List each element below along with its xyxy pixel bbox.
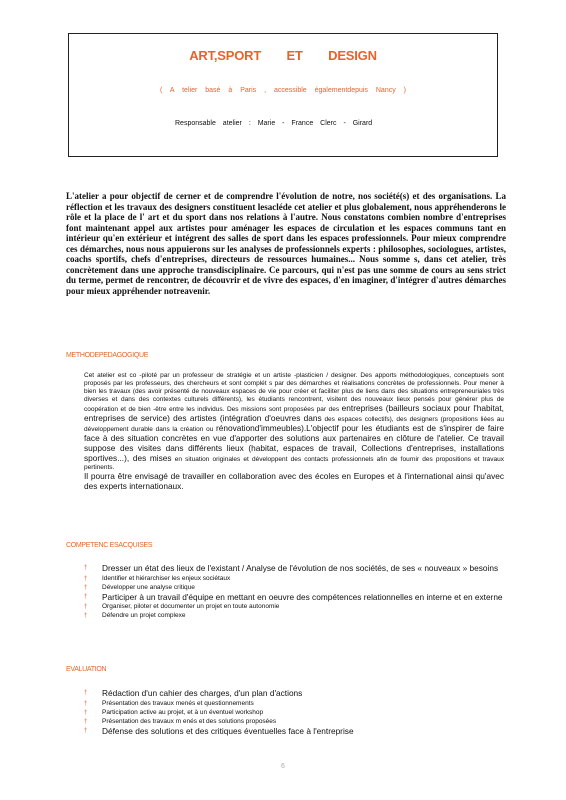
methode-text-3: des espaces collectifs), des designers (propositions liées au développement durable dans la création ou [84, 416, 504, 433]
list-item [84, 718, 504, 726]
bullet-icon: † [84, 575, 88, 582]
bullet-icon: † [84, 727, 88, 734]
list-item [84, 727, 504, 737]
methode-paragraph-2: Il pourra être envisagé de travailler en collaboration avec des écoles en Europes et à l'international ainsi qu'avec des experts internationaux. [84, 471, 504, 491]
list-item-text: Développer une analyse critique [102, 583, 195, 591]
methode-text-1: Cet atelier est co -piloté par un professeur de stratégie et un artiste -plasticien / designer. Des apports méthodologiques, conceptuels sont proposés par les professeurs, des chercheurs et sont complét s par des démarches et réalisations concrètes de professionnels. Pour mener à bien les travaux (des avoir présenté de nouveaux espaces de vie pour créer et faciliter plus de liens dans des situations entrepreneuriales très diverses et dans des contextes culturels différents), les étudiants rencontrent, visitent des nouveaux lieux pensés pour générer plus de coopération et de bien -être entre les individus. Des missions sont proposées par des [84, 372, 504, 413]
list-item [84, 709, 504, 717]
list-item [84, 564, 504, 574]
list-item-text: Participation active au projet, et à un éventuel workshop [102, 708, 264, 716]
list-item [84, 689, 504, 699]
list-item-text: Présentation des travaux m enés et des solutions proposées [102, 717, 277, 725]
intro-paragraph: L'atelier a pour objectif de cerner et de comprendre l'évolution de notre, nos société(s) et des organisations. La réflection et les travaux des designers constituent lesacléde cet atelier et plus globalement, nous appréhenderons le rôle et la place de l' art et du sport dans nos relations à l'autre. Nous constatons combien nombre d'entreprises font maintenant appel aux artistes pour aménager les espaces de circulation et les espaces communs tant en intérieur qu'en extérieur et intégrent des salles de sport dans les espaces professionnels. Pour mieux comprendre ces démarches, nous nous appuierons sur les analyses de professionnels experts : philosophes, sociologues, artistes, coachs sportifs, chefs d'entreprises, directeurs de ressources humaines... Nous somme s, dans cet atelier, très concrètement dans une approche transdisciplinaire. Ce parcours, qui n'est pas une somme de cours au sens strict du terme, permet de rencontrer, de découvrir et de vivre des espaces, d'en imaginer, d'intégrer d'autres démarches pour mieux appréhender notreavenir. [66, 191, 506, 296]
list-item [84, 575, 504, 583]
bullet-icon: † [84, 613, 88, 620]
list-item [84, 593, 504, 603]
evaluation-list [84, 689, 504, 737]
responsable-line: Responsable atelier : Marie - France Clerc - Girard [175, 120, 373, 127]
methode-text-2: entreprises (bailleurs sociaux pour l'habitat, entreprises de service) des artistes (intégration d'oeuvres dans [84, 403, 504, 423]
list-item [84, 612, 504, 620]
bullet-icon: † [84, 584, 88, 591]
methode-text-5: en situation originales et développent des contacts professionnels afin de fournir des propositions et travaux pertinents. [84, 456, 504, 471]
methode-paragraph [84, 372, 504, 472]
evaluation-heading: EVALUATION [66, 666, 107, 673]
list-item-text: Organiser, piloter et documenter un projet en toute autonomie [102, 603, 280, 611]
list-item [84, 700, 504, 708]
list-item [84, 603, 504, 611]
document-title: ART,SPORT ET DESIGN [189, 48, 377, 63]
methode-heading: METHODEPEDAGOGIQUE [66, 352, 149, 359]
bullet-icon: † [84, 700, 88, 707]
list-item-text: Participer à un travail d'équipe en mettant en oeuvre des compétences relationnelles en interne et en externe [102, 591, 503, 602]
bullet-icon: † [84, 718, 88, 725]
bullet-icon: † [84, 565, 88, 571]
list-item-text: Présentation des travaux menés et questionnements [102, 699, 254, 707]
list-item-text: Défendre un projet complexe [102, 612, 186, 620]
methode-section [84, 372, 504, 491]
list-item-text: Défense des solutions et des critiques éventuelles face à l'entreprise [102, 725, 354, 736]
list-item [84, 584, 504, 592]
intro-section [66, 191, 506, 296]
bullet-icon: † [84, 604, 88, 611]
list-item-text: Dresser un état des lieux de l'existant / Analyse de l'évolution de nos sociétés, de ses « nouveaux » besoins [102, 563, 499, 573]
list-item-text: Rédaction d'un cahier des charges, d'un plan d'actions [102, 688, 303, 698]
bullet-icon: † [84, 593, 88, 600]
competences-heading: COMPETENC ESACQUISES [66, 542, 153, 549]
document-subtitle: ( A telier basé à Paris , accessible égalementdepuis Nancy ) [160, 87, 406, 94]
methode-text-4: rénovationd'immeubles).L'objectif pour les étudiants est de s'inspirer de faire face à des situation concrètes en vue d'apporter des solutions aux partenaires en clôture de l'atelier. Ce travail suppose des visites dans différents lieux (habitat, espaces de travail, Collections d'entreprises, installations sportives...), des mises [84, 423, 505, 463]
header-box [68, 33, 498, 157]
page-number: 6 [281, 763, 285, 770]
list-item-text: Identifier et hiérarchiser les enjeux sociétaux [102, 574, 231, 582]
bullet-icon: † [84, 690, 88, 696]
bullet-icon: † [84, 709, 88, 716]
competences-list [84, 564, 504, 621]
